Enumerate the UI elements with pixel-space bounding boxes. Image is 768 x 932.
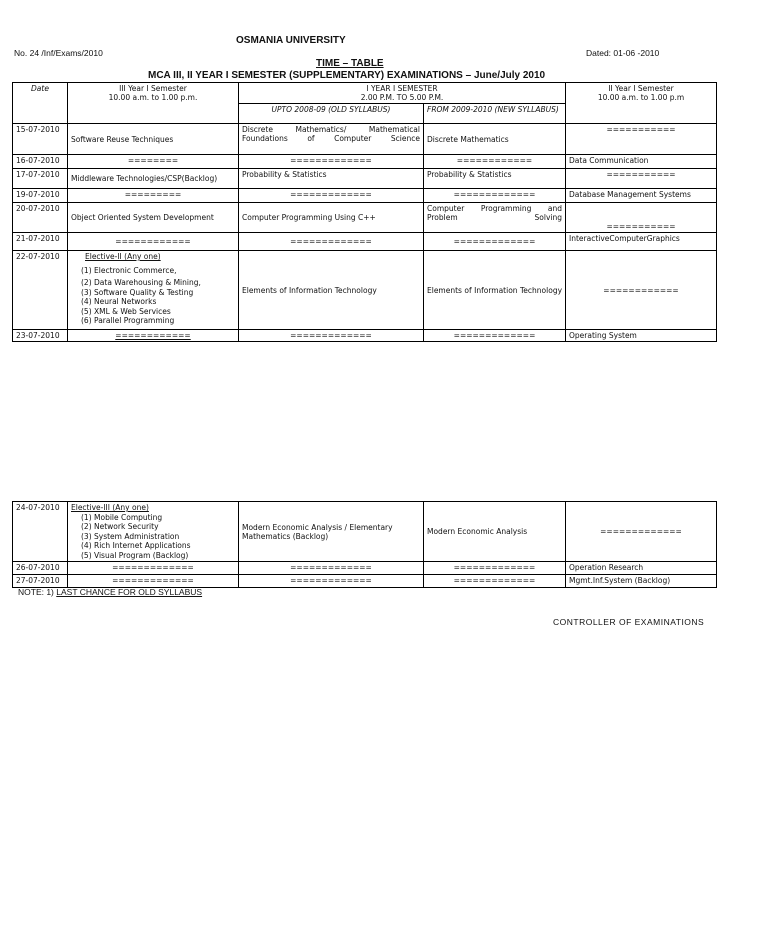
subject-cell: ============= (239, 155, 424, 169)
subject-cell: Computer Programming Using C++ (239, 203, 424, 233)
header-new-syllabus: FROM 2009-2010 (NEW SYLLABUS) (424, 104, 566, 124)
table-row (13, 169, 717, 189)
elective-iii-item: (2) Network Security (81, 522, 159, 531)
note (18, 587, 202, 597)
elective-ii-item: (1) Electronic Commerce, (81, 265, 177, 275)
header-first-year (239, 83, 566, 104)
subject-cell: Operation Research (566, 562, 717, 575)
elective-ii-cell (68, 251, 239, 330)
subject-cell: ============= (239, 575, 424, 588)
note-prefix: NOTE: 1) (18, 587, 57, 597)
subject-cell: Middleware Technologies/CSP(Backlog) (68, 169, 239, 189)
subject-cell: Computer Programming and Problem Solving (424, 203, 566, 233)
table-row (13, 330, 717, 342)
date-cell: 15-07-2010 (13, 124, 68, 155)
elective-ii-heading: Elective-II (Any one) (85, 252, 161, 261)
subject-cell: Elements of Information Technology (424, 251, 566, 330)
university-name: OSMANIA UNIVERSITY (236, 35, 346, 46)
header-second-year-label: II Year I Semester (608, 84, 674, 93)
subject-cell: Data Communication (566, 155, 717, 169)
table-row (13, 155, 717, 169)
subject-cell: ============= (424, 189, 566, 203)
elective-iii-item: (3) System Administration (81, 531, 180, 541)
elective-ii-item: (6) Parallel Programming (81, 316, 175, 325)
table-row (13, 575, 717, 588)
elective-iii-heading: Elective-III (Any one) (71, 503, 149, 512)
subject-cell: Mgmt.Inf.System (Backlog) (566, 575, 717, 588)
subject-cell: Probability & Statistics (239, 169, 424, 189)
header-date: Date (13, 83, 68, 124)
header-third-year (68, 83, 239, 124)
subject-cell: InteractiveComputerGraphics (566, 233, 717, 251)
date-cell: 21-07-2010 (13, 233, 68, 251)
header-first-year-time: 2.00 P.M. TO 5.00 P.M. (360, 93, 444, 102)
subject-cell: ============= (68, 562, 239, 575)
date-issued: Dated: 01-06 -2010 (586, 48, 660, 58)
note-text: LAST CHANCE FOR OLD SYLLABUS (56, 587, 203, 597)
subject-cell: ============= (424, 330, 566, 342)
table-row (13, 189, 717, 203)
elective-iii-item: (4) Rich Internet Applications (81, 541, 191, 550)
table-row (13, 233, 717, 251)
date-cell: 24-07-2010 (13, 502, 68, 562)
subject-cell: Discrete Mathematics (424, 124, 566, 155)
page-subtitle: MCA III, II YEAR I SEMESTER (SUPPLEMENTARY) EXAMINATIONS – June/July 2010 (148, 70, 546, 81)
header-first-year-label: I YEAR I SEMESTER (366, 84, 438, 93)
header-second-year (566, 83, 717, 124)
header-second-year-time: 10.00 a.m. to 1.00 p.m (597, 93, 685, 102)
date-cell: 23-07-2010 (13, 330, 68, 342)
subject-cell: ============= (239, 189, 424, 203)
date-cell: 20-07-2010 (13, 203, 68, 233)
subject-cell: Database Management Systems (566, 189, 717, 203)
table-row (13, 124, 717, 155)
subject-cell: ============ (424, 155, 566, 169)
subject-cell: ============= (424, 562, 566, 575)
elective-iii-item: (5) Visual Program (Backlog) (81, 550, 189, 560)
subject-cell: Modern Economic Analysis / Elementary Mathematics (Backlog) (239, 502, 424, 562)
table-header-row (13, 83, 717, 104)
elective-ii-item: (2) Data Warehousing & Mining, (81, 278, 201, 287)
date-cell: 27-07-2010 (13, 575, 68, 588)
elective-iii-item: (1) Mobile Computing (81, 512, 163, 522)
date-cell: 22-07-2010 (13, 251, 68, 330)
date-cell: 26-07-2010 (13, 562, 68, 575)
subject-cell: ============ (68, 330, 239, 342)
date-cell: 17-07-2010 (13, 169, 68, 189)
elective-ii-item: (3) Software Quality & Testing (81, 287, 194, 297)
timetable-part-1 (12, 82, 717, 342)
subject-cell: =========== (566, 124, 717, 155)
subject-cell: ============= (424, 575, 566, 588)
subject-cell: Discrete Mathematics/ Mathematical Foundations of Computer Science (239, 124, 424, 155)
date-cell: 16-07-2010 (13, 155, 68, 169)
header-third-year-time: 10.00 a.m. to 1.00 p.m. (108, 93, 198, 102)
subject-cell: ======== (68, 155, 239, 169)
header-third-year-label: III Year I Semester (119, 84, 187, 93)
timetable-part-2 (12, 501, 717, 588)
subject-cell: ============= (239, 233, 424, 251)
subject-cell: ============= (68, 575, 239, 588)
subject-cell: ============= (566, 502, 717, 562)
reference-number: No. 24 /Inf/Exams/2010 (14, 48, 103, 58)
subject-cell: =========== (566, 203, 717, 233)
header-old-syllabus: UPTO 2008-09 (OLD SYLLABUS) (239, 104, 424, 124)
subject-cell: ============= (239, 562, 424, 575)
table-row (13, 203, 717, 233)
subject-cell: Elements of Information Technology (239, 251, 424, 330)
elective-ii-item: (4) Neural Networks (81, 297, 157, 306)
subject-cell: Probability & Statistics (424, 169, 566, 189)
subject-cell: =========== (566, 169, 717, 189)
table-row (13, 251, 717, 330)
table-row (13, 562, 717, 575)
subject-cell: Object Oriented System Development (68, 203, 239, 233)
subject-cell: ============= (239, 330, 424, 342)
signature: CONTROLLER OF EXAMINATIONS (553, 617, 705, 627)
subject-cell: Software Reuse Techniques (68, 124, 239, 155)
subject-cell: ============ (566, 251, 717, 330)
subject-cell: Operating System (566, 330, 717, 342)
date-cell: 19-07-2010 (13, 189, 68, 203)
elective-iii-cell (68, 502, 239, 562)
elective-ii-item: (5) XML & Web Services (81, 306, 171, 316)
subject-cell: Modern Economic Analysis (424, 502, 566, 562)
subject-cell: ============= (424, 233, 566, 251)
page-title: TIME – TABLE (316, 58, 384, 69)
subject-cell: ========= (68, 189, 239, 203)
table-row (13, 502, 717, 562)
subject-cell: ============ (68, 233, 239, 251)
